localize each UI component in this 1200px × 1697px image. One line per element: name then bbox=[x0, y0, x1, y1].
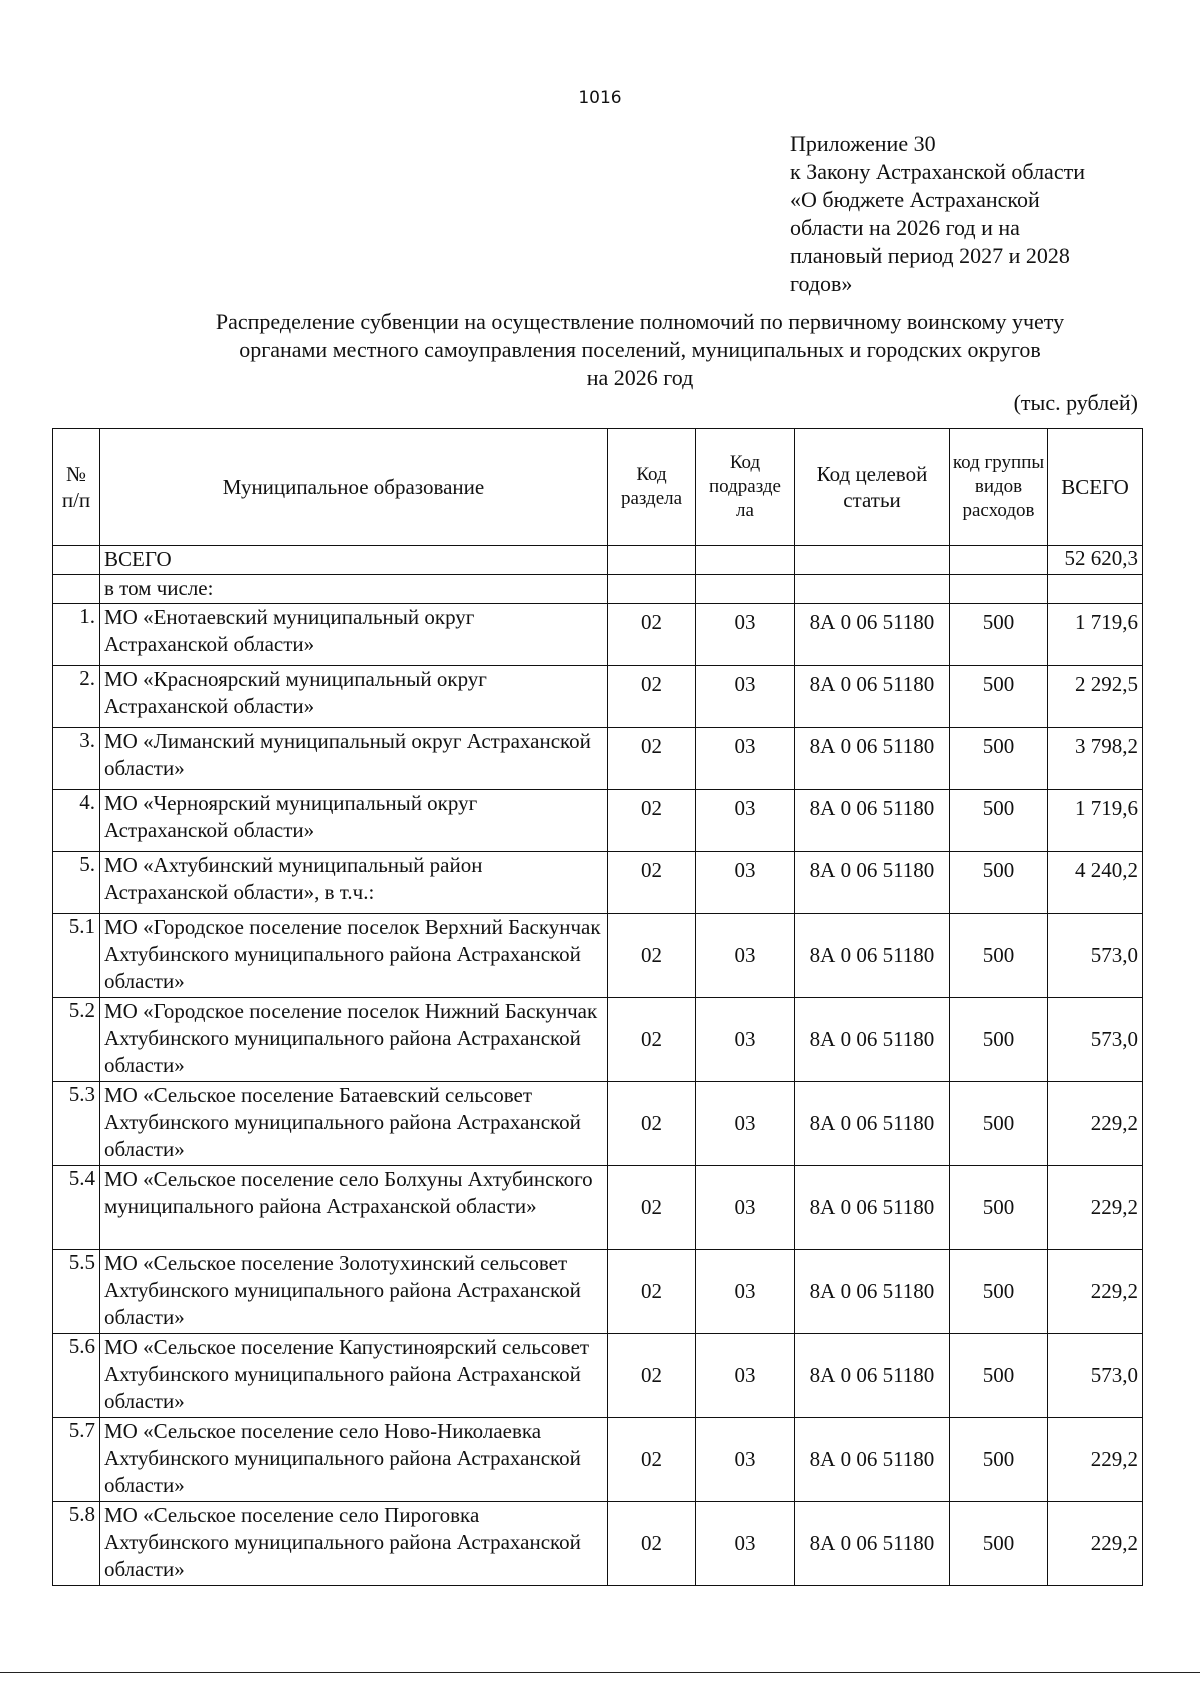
row-name: МО «Городское поселение поселок Нижний Баскунчак Ахтубинского муниципального района Астраханской области» bbox=[100, 998, 608, 1082]
header-section: Код раздела bbox=[608, 429, 696, 546]
header-target: Код целевой статьи bbox=[795, 429, 950, 546]
row-group-code: 500 bbox=[950, 1166, 1048, 1250]
appendix-line: плановый период 2027 и 2028 bbox=[790, 243, 1070, 268]
footer-divider bbox=[0, 1672, 1200, 1673]
title-line: органами местного самоуправления поселений, муниципальных и городских округов bbox=[239, 337, 1041, 362]
row-section-code: 02 bbox=[608, 914, 696, 998]
total-row-section bbox=[608, 546, 696, 575]
table-row bbox=[53, 790, 1143, 852]
row-total: 573,0 bbox=[1048, 914, 1143, 998]
total-row-label: ВСЕГО bbox=[100, 546, 608, 575]
row-subsection-code: 03 bbox=[696, 604, 795, 666]
row-name: МО «Сельское поселение село Ново-Николаевка Ахтубинского муниципального района Астраханской области» bbox=[100, 1418, 608, 1502]
row-section-code: 02 bbox=[608, 1418, 696, 1502]
row-name: МО «Сельское поселение Капустиноярский сельсовет Ахтубинского муниципального района Астраханской области» bbox=[100, 1334, 608, 1418]
row-target-code: 8А 0 06 51180 bbox=[795, 1166, 950, 1250]
row-num: 5.7 bbox=[53, 1418, 100, 1502]
row-num: 5.8 bbox=[53, 1502, 100, 1586]
row-num: 4. bbox=[53, 790, 100, 852]
appendix-line: области на 2026 год и на bbox=[790, 215, 1020, 240]
row-name: МО «Сельское поселение село Пироговка Ахтубинского муниципального района Астраханской области» bbox=[100, 1502, 608, 1586]
appendix-line: «О бюджете Астраханской bbox=[790, 187, 1040, 212]
row-subsection-code: 03 bbox=[696, 852, 795, 914]
units-label: (тыс. рублей) bbox=[1013, 390, 1138, 415]
row-num: 5.1 bbox=[53, 914, 100, 998]
row-num: 5. bbox=[53, 852, 100, 914]
row-name: МО «Городское поселение поселок Верхний Баскунчак Ахтубинского муниципального района Астраханской области» bbox=[100, 914, 608, 998]
row-group-code: 500 bbox=[950, 728, 1048, 790]
row-section-code: 02 bbox=[608, 1166, 696, 1250]
row-target-code: 8А 0 06 51180 bbox=[795, 728, 950, 790]
row-subsection-code: 03 bbox=[696, 914, 795, 998]
table-row bbox=[53, 1502, 1143, 1586]
row-section-code: 02 bbox=[608, 790, 696, 852]
row-group-code: 500 bbox=[950, 1250, 1048, 1334]
row-group-code: 500 bbox=[950, 604, 1048, 666]
row-subsection-code: 03 bbox=[696, 666, 795, 728]
table-row bbox=[53, 852, 1143, 914]
row-name: МО «Черноярский муниципальный округ Астраханской области» bbox=[100, 790, 608, 852]
row-target-code: 8А 0 06 51180 bbox=[795, 1502, 950, 1586]
subtitle-row-label: в том числе: bbox=[100, 575, 608, 604]
row-target-code: 8А 0 06 51180 bbox=[795, 1082, 950, 1166]
row-num: 3. bbox=[53, 728, 100, 790]
row-subsection-code: 03 bbox=[696, 998, 795, 1082]
header-row bbox=[53, 429, 1143, 546]
table-row bbox=[53, 728, 1143, 790]
subtitle-row-num bbox=[53, 575, 100, 604]
total-row-value: 52 620,3 bbox=[1048, 546, 1143, 575]
row-target-code: 8А 0 06 51180 bbox=[795, 666, 950, 728]
table-row bbox=[53, 998, 1143, 1082]
subtitle-row-cell bbox=[950, 575, 1048, 604]
row-total: 229,2 bbox=[1048, 1250, 1143, 1334]
row-total: 229,2 bbox=[1048, 1502, 1143, 1586]
header-num: № п/п bbox=[53, 429, 100, 546]
row-group-code: 500 bbox=[950, 998, 1048, 1082]
table-row bbox=[53, 1166, 1143, 1250]
row-subsection-code: 03 bbox=[696, 728, 795, 790]
row-total: 229,2 bbox=[1048, 1166, 1143, 1250]
table-row bbox=[53, 1418, 1143, 1502]
row-name: МО «Енотаевский муниципальный округ Астраханской области» bbox=[100, 604, 608, 666]
row-target-code: 8А 0 06 51180 bbox=[795, 852, 950, 914]
row-section-code: 02 bbox=[608, 666, 696, 728]
row-num: 5.2 bbox=[53, 998, 100, 1082]
table-row bbox=[53, 1334, 1143, 1418]
row-subsection-code: 03 bbox=[696, 1334, 795, 1418]
document-title bbox=[120, 308, 1160, 392]
row-group-code: 500 bbox=[950, 790, 1048, 852]
total-row-target bbox=[795, 546, 950, 575]
appendix-line: к Закону Астраханской области bbox=[790, 159, 1085, 184]
appendix-line: Приложение 30 bbox=[790, 131, 936, 156]
budget-table bbox=[52, 428, 1143, 1586]
subtitle-row-cell bbox=[696, 575, 795, 604]
row-total: 3 798,2 bbox=[1048, 728, 1143, 790]
row-num: 5.5 bbox=[53, 1250, 100, 1334]
table-row bbox=[53, 1250, 1143, 1334]
header-name: Муниципальное образование bbox=[100, 429, 608, 546]
row-num: 5.3 bbox=[53, 1082, 100, 1166]
row-section-code: 02 bbox=[608, 1502, 696, 1586]
row-target-code: 8А 0 06 51180 bbox=[795, 1418, 950, 1502]
row-num: 5.6 bbox=[53, 1334, 100, 1418]
row-total: 229,2 bbox=[1048, 1418, 1143, 1502]
row-name: МО «Ахтубинский муниципальный район Астраханской области», в т.ч.: bbox=[100, 852, 608, 914]
row-section-code: 02 bbox=[608, 998, 696, 1082]
row-section-code: 02 bbox=[608, 1250, 696, 1334]
row-subsection-code: 03 bbox=[696, 1418, 795, 1502]
row-group-code: 500 bbox=[950, 1082, 1048, 1166]
row-total: 1 719,6 bbox=[1048, 790, 1143, 852]
title-line: Распределение субвенции на осуществление полномочий по первичному воинскому учету bbox=[215, 309, 1065, 334]
row-section-code: 02 bbox=[608, 852, 696, 914]
row-group-code: 500 bbox=[950, 1418, 1048, 1502]
row-target-code: 8А 0 06 51180 bbox=[795, 914, 950, 998]
total-row bbox=[53, 546, 1143, 575]
subtitle-row bbox=[53, 575, 1143, 604]
table-row bbox=[53, 1082, 1143, 1166]
row-group-code: 500 bbox=[950, 1334, 1048, 1418]
row-group-code: 500 bbox=[950, 914, 1048, 998]
total-row-group bbox=[950, 546, 1048, 575]
row-name: МО «Сельское поселение село Болхуны Ахтубинского муниципального района Астраханской области» bbox=[100, 1166, 608, 1250]
row-section-code: 02 bbox=[608, 728, 696, 790]
appendix-block bbox=[790, 130, 1150, 298]
table-row bbox=[53, 914, 1143, 998]
row-target-code: 8А 0 06 51180 bbox=[795, 604, 950, 666]
page-number: 1016 bbox=[578, 88, 622, 108]
row-num: 2. bbox=[53, 666, 100, 728]
row-name: МО «Лиманский муниципальный округ Астраханской области» bbox=[100, 728, 608, 790]
header-group: код группы видов расходов bbox=[950, 429, 1048, 546]
header-subsection: Код подразде ла bbox=[696, 429, 795, 546]
row-section-code: 02 bbox=[608, 1082, 696, 1166]
row-section-code: 02 bbox=[608, 604, 696, 666]
subtitle-row-cell bbox=[608, 575, 696, 604]
row-subsection-code: 03 bbox=[696, 1250, 795, 1334]
row-target-code: 8А 0 06 51180 bbox=[795, 1250, 950, 1334]
row-subsection-code: 03 bbox=[696, 1502, 795, 1586]
row-target-code: 8А 0 06 51180 bbox=[795, 790, 950, 852]
row-total: 1 719,6 bbox=[1048, 604, 1143, 666]
row-group-code: 500 bbox=[950, 852, 1048, 914]
title-line: на 2026 год bbox=[586, 365, 694, 390]
total-row-num bbox=[53, 546, 100, 575]
row-group-code: 500 bbox=[950, 666, 1048, 728]
row-target-code: 8А 0 06 51180 bbox=[795, 1334, 950, 1418]
row-total: 229,2 bbox=[1048, 1082, 1143, 1166]
row-group-code: 500 bbox=[950, 1502, 1048, 1586]
row-num: 1. bbox=[53, 604, 100, 666]
row-total: 573,0 bbox=[1048, 1334, 1143, 1418]
row-name: МО «Сельское поселение Батаевский сельсовет Ахтубинского муниципального района Астраханской области» bbox=[100, 1082, 608, 1166]
subtitle-row-cell bbox=[795, 575, 950, 604]
table-row bbox=[53, 604, 1143, 666]
row-total: 4 240,2 bbox=[1048, 852, 1143, 914]
table-row bbox=[53, 666, 1143, 728]
row-subsection-code: 03 bbox=[696, 1166, 795, 1250]
row-name: МО «Сельское поселение Золотухинский сельсовет Ахтубинского муниципального района Астраханской области» bbox=[100, 1250, 608, 1334]
total-row-subsection bbox=[696, 546, 795, 575]
header-total: ВСЕГО bbox=[1048, 429, 1143, 546]
row-section-code: 02 bbox=[608, 1334, 696, 1418]
row-target-code: 8А 0 06 51180 bbox=[795, 998, 950, 1082]
subtitle-row-cell bbox=[1048, 575, 1143, 604]
row-name: МО «Красноярский муниципальный округ Астраханской области» bbox=[100, 666, 608, 728]
row-num: 5.4 bbox=[53, 1166, 100, 1250]
row-subsection-code: 03 bbox=[696, 1082, 795, 1166]
row-total: 2 292,5 bbox=[1048, 666, 1143, 728]
appendix-line: годов» bbox=[790, 271, 853, 296]
row-subsection-code: 03 bbox=[696, 790, 795, 852]
row-total: 573,0 bbox=[1048, 998, 1143, 1082]
